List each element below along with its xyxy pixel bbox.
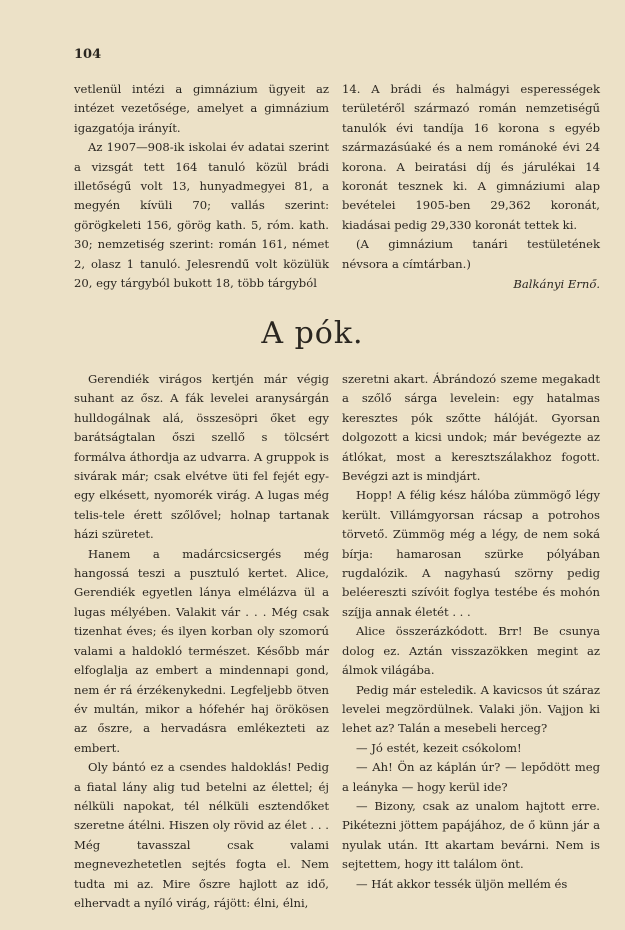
paragraph: vetlenül intézi a gimnázium ügyeit az intézet vezetősége, amelyet a gimnázium igazgatója irányít. (74, 82, 329, 135)
paragraph: Gerendiék virágos kertjén már végig suhant az ősz. A fák levelei aranysárgán hulldogálnak alá, összesöpri őket egy barátságtalan őszi szellő s tölcsért formálva áthordja az udvarra. A gruppok is sivárak már; csak elvétve üti fel fejét egy-egy elkésett, nyomorék virág. A lugas még telis-tele érett szőlővel; holnap tartanak házi szüretet. (74, 372, 329, 542)
paragraph: 14. A brádi és halmágyi esperességek területéről származó román nemzetiségű tanulók évi tandíja 16 korona s egyéb származásúaké és a nem románoké évi 24 korona. A beiratási díj és járulékai 14 koronát tesznek ki. A gimnáziumi alap bevételei 1905-ben 29,362 koronát, kiadásai pedig 29,330 koronát tettek ki. (342, 82, 600, 232)
paragraph: (A gimnázium tanári testületének névsora a címtárban.) (342, 237, 600, 271)
paragraph: Hopp! A félig kész hálóba zümmögő légy került. Villámgyorsan rácsap a potrohos törvető. Zümmög még a légy, de nem soká bírja: hamarosan szürke pólyában rugdalózik. A nagyhasú szörny pedig beléereszti szívóit foglya testébe és mohón szíjja annak életét . . . (342, 488, 600, 619)
paragraph: — Ah! Ön az káplán úr? — lepődött meg a leányka — hogy kerül ide? (342, 760, 600, 794)
page-number: 104 (74, 47, 102, 62)
paragraph: Az 1907—908-ik iskolai év adatai szerint a vizsgát tett 164 tanuló közül brádi illetőségű volt 13, hunyadmegyei 81, a megyén kívüli 70; vallás szerint: görögkeleti 156, görög kath. 5, róm. kath. 30; nemzetiség szerint: román 161, német 2, olasz 1 tanuló. Jelesrendű volt közülük 20, egy tárgyból bukott 18, több tárgyból (74, 140, 329, 291)
paragraph: — Jó estét, kezeit csókolom! (356, 740, 522, 755)
paragraph: — Bizony, csak az unalom hajtott erre. Pikétezni jöttem papájához, de ő künn jár a nyulak után. Itt akartam bevárni. Nem is sejtettem, hogy itt találom önt. (342, 798, 600, 872)
paragraph: Oly bántó ez a csendes haldoklás! Pedig a fiatal lány alig tud betelni az élettel; éj nélküli napokat, tél nélküli esztendőket szeretne átélni. Hiszen oly rövid az élet . . . Még tavasszal csak valami megnevezhetetlen sejtés fogta el. Nem tudta mi az. Mire őszre hajlott az idő, elhervadt a nyíló virág, rájött: élni, élni, (74, 760, 329, 910)
paragraph: Alice összerázkódott. Brr! Be csunya dolog ez. Aztán visszazökken megint az álmok világába. (342, 624, 600, 678)
article-right-column (342, 370, 600, 894)
paragraph: szeretni akart. Ábrándozó szeme megakadt a szőlő sárga levelein: egy hatalmas keresztes pók szőtte hálóját. Gyorsan dolgozott a kicsi undok; már bevégezte az átlókat, most a keresztszálakhoz fogott. Bevégzi azt is mindjárt. (342, 372, 600, 484)
article-left-column (74, 370, 329, 913)
author-signature: Balkányi Ernő. (513, 277, 600, 292)
upper-right-column (342, 80, 600, 294)
paragraph: — Hát akkor tessék üljön mellém és (356, 876, 568, 891)
paragraph: Pedig már esteledik. A kavicsos út száraz levelei megzördülnek. Valaki jön. Vajjon ki lehet az? Talán a mesebeli herceg? (342, 682, 600, 736)
article-title: A pók. (261, 316, 364, 351)
paragraph: Hanem a madárcsicsergés még hangossá teszi a pusztuló kertet. Alice, Gerendiék egyetlen lánya elmélázva ül a lugas mélyében. Valakit vár . . . Még csak tizenhat éves; és ilyen korban oly szomorú valami a haldokló természet. Később már elfoglalja az embert a mindennapi gond, nem ér rá érzékenykedni. Legfeljebb ötven év multán, mikor a hófehér haj örökösen az őszre, a hervadásra emlékezteti az embert. (74, 546, 329, 755)
upper-left-column (74, 80, 329, 293)
